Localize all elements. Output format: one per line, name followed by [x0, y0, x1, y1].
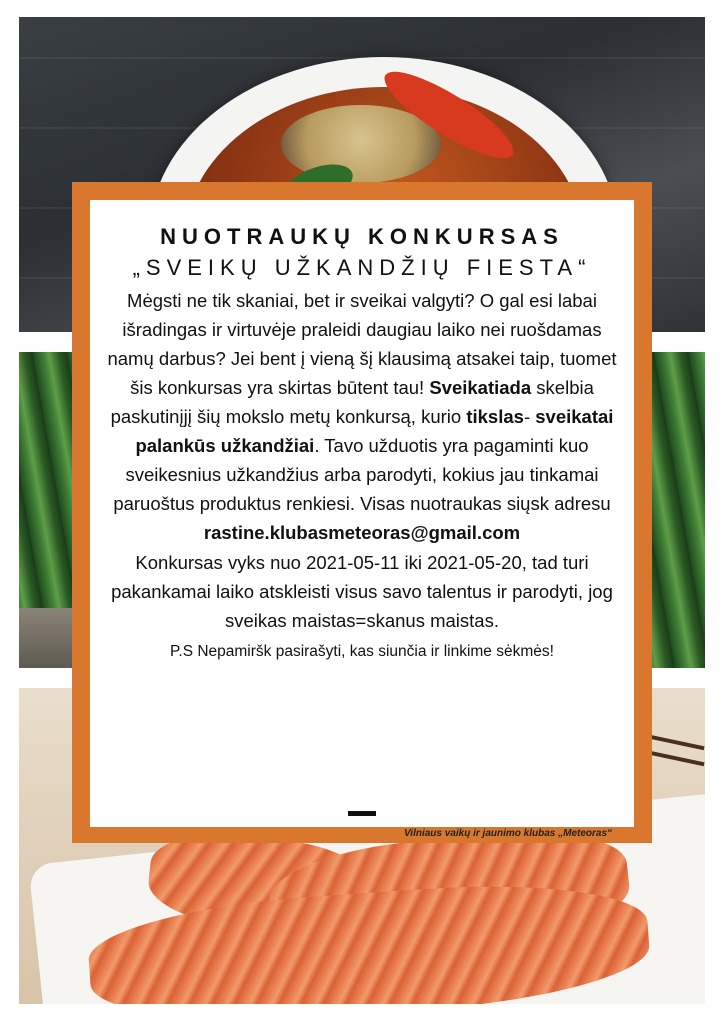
divider-dash [348, 811, 376, 816]
goal-label: tikslas [466, 406, 524, 427]
brand-name: Sveikatiada [429, 377, 532, 398]
goal-value: sveikatai palankūs užkandžiai [135, 406, 614, 456]
postscript-text: P.S Nepamiršk pasirašyti, kas siunčia ir linkime sėkmės! [170, 643, 554, 660]
poster-subtitle: „SVEIKŲ UŽKANDŽIŲ FIESTA“ [132, 255, 592, 280]
task-text: . Tavo užduotis yra pagaminti kuo sveikesnius užkandžius arba parodyti, kokius jau tinkamai paruoštus produktus renkiesi. Visas nuotraukas siųsk adresu [113, 435, 611, 514]
contact-email[interactable]: rastine.klubasmeteoras@gmail.com [203, 522, 521, 543]
goal-dash: - [523, 406, 536, 427]
intro-text: Mėgsti ne tik skaniai, bet ir sveikai valgyti? O gal esi labai išradingas ir virtuvėje praleidi daugiau laiko nei ruošdamas namų darbus? Jei bent į vieną šį klausimą atsakei taip, tuomet šis konkursas yra skirtas būtent tau! [107, 290, 617, 398]
announce-text: skelbia paskutinįjį šių mokslo metų konkursą, kurio [110, 377, 594, 427]
poster-title: NUOTRAUKŲ KONKURSAS [160, 224, 564, 249]
organizer-text: Vilniaus vaikų ir jaunimo klubas „Meteoras“ [404, 828, 613, 839]
cutting-board-shape [19, 608, 79, 668]
dates-text: Konkursas vyks nuo 2021-05-11 iki 2021-05-20, tad turi pakankamai laiko atskleisti visus savo talentus ir parodyti, jog sveikas maistas=skanus maistas. [111, 552, 613, 631]
announcement-text [90, 286, 634, 635]
announcement-card [90, 200, 634, 827]
